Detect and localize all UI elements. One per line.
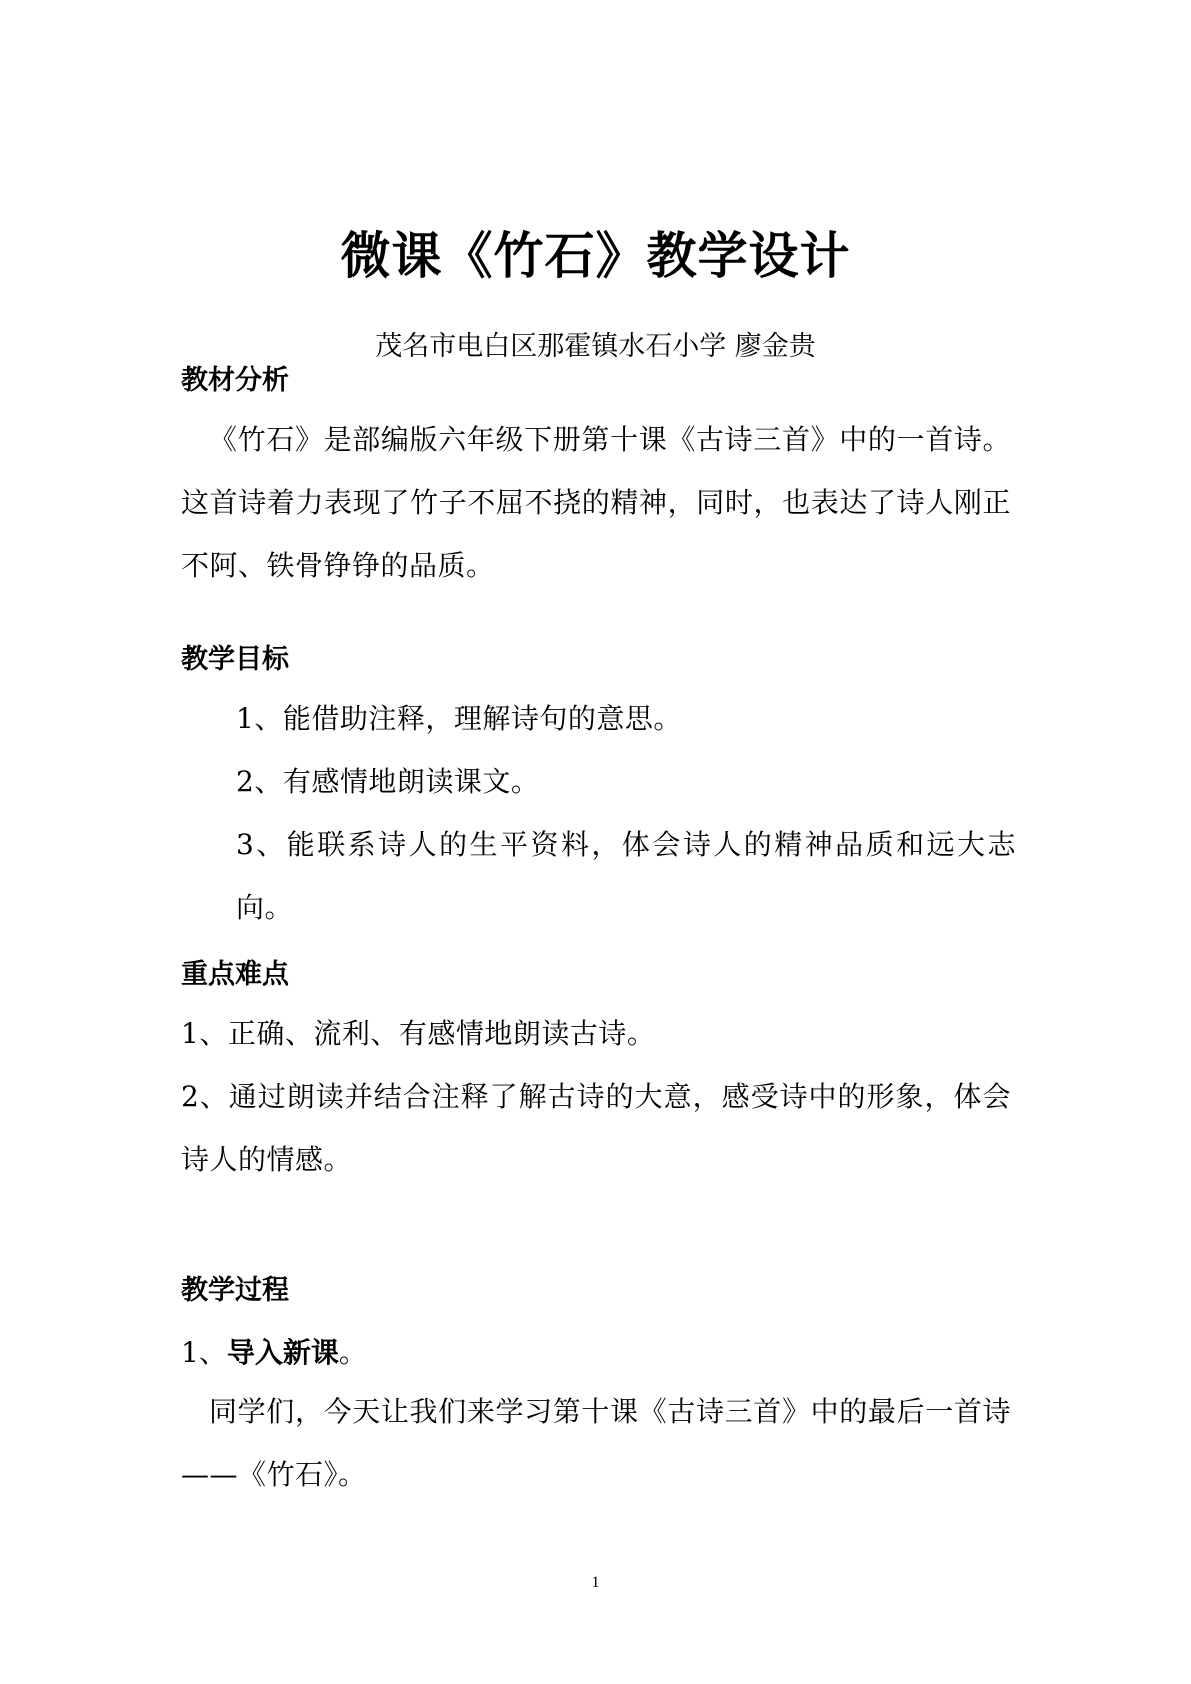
process-step-1-title: 导入新课 [226, 1336, 339, 1369]
key-point-item-2: 2、通过朗读并结合注释了解古诗的大意，感受诗中的形象，体会诗人的情感。 [181, 1080, 1011, 1176]
process-step-1-suffix: 。 [338, 1336, 367, 1369]
process-step-1-heading [181, 1336, 367, 1370]
process-step-1-number: 1、 [181, 1336, 227, 1369]
document-title: 微课《竹石》教学设计 [340, 227, 851, 285]
section-heading-goals: 教学目标 [181, 644, 289, 675]
key-point-item-1: 1、正确、流利、有感情地朗读古诗。 [181, 1017, 656, 1050]
goal-item-3: 3、能联系诗人的生平资料，体会诗人的精神品质和远大志向。 [236, 828, 1016, 924]
section-heading-analysis: 教材分析 [181, 365, 289, 396]
author-line: 茂名市电白区那霍镇水石小学 廖金贵 [375, 331, 816, 362]
section-heading-process: 教学过程 [181, 1275, 289, 1306]
goal-item-2: 2、有感情地朗读课文。 [236, 765, 540, 798]
section-heading-key-points: 重点难点 [181, 959, 289, 990]
analysis-paragraph: 《竹石》是部编版六年级下册第十课《古诗三首》中的一首诗。这首诗着力表现了竹子不屈不挠的精神，同时，也表达了诗人刚正不阿、铁骨铮铮的品质。 [181, 423, 1011, 582]
process-step-1-paragraph: 同学们，今天让我们来学习第十课《古诗三首》中的最后一首诗——《竹石》。 [181, 1395, 1011, 1491]
page-number: 1 [591, 1574, 600, 1591]
goal-item-1: 1、能借助注释，理解诗句的意思。 [236, 702, 682, 735]
